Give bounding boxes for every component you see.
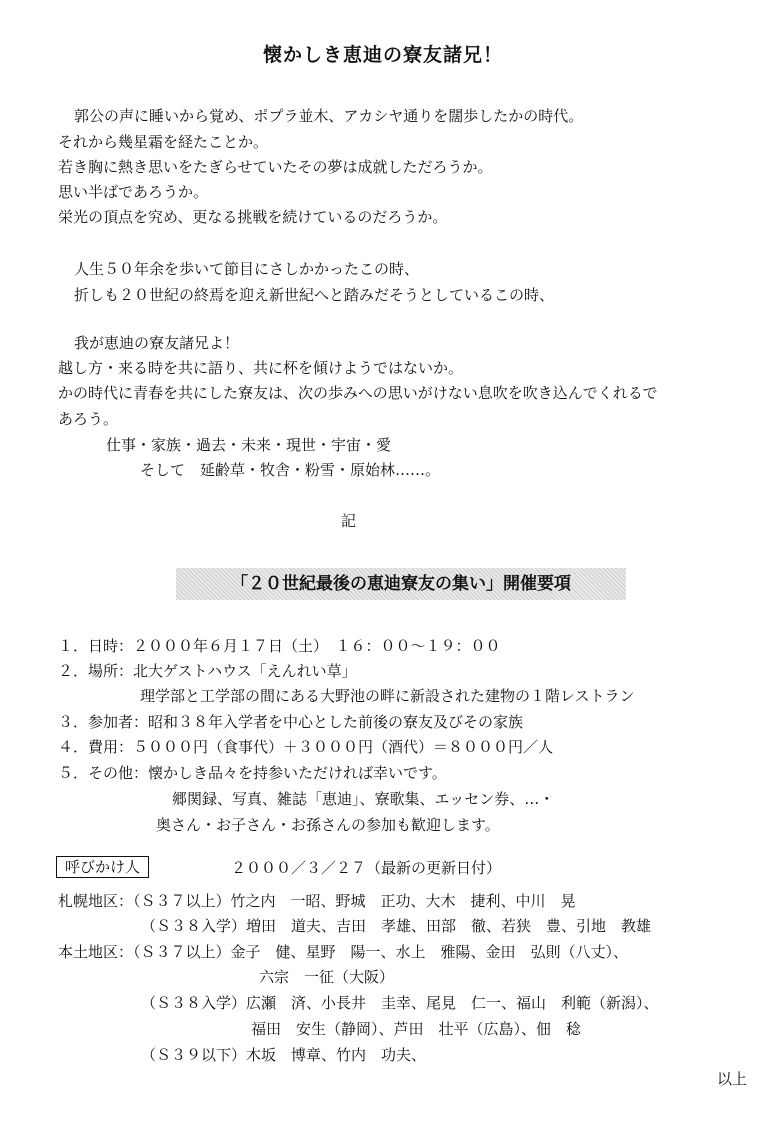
caller-line: 本土地区：（Ｓ３７以上）金子 健、星野 陽一、水上 雅陽、金田 弘則（八丈）、 (58, 943, 629, 961)
caller-line: 六宗 一征（大阪） (259, 968, 395, 986)
callers-label: 呼びかけ人 (56, 856, 149, 878)
caller-line: （Ｓ３８入学）広瀬 済、小長井 圭幸、尾見 仁一、福山 利範（新潟）、 (141, 994, 659, 1012)
intro-line: 若き胸に熱き思いをたぎらせていたその夢は成就しただろうか。 (58, 158, 493, 176)
caller-line: （Ｓ３９以下）木坂 博章、竹内 功夫、 (141, 1046, 427, 1064)
item-date: １．日時：２０００年６月１７日（土） １６：００〜１９：００ (58, 637, 501, 655)
item-participants: ３．参加者：昭和３８年入学者を中心とした前後の寮友及びその家族 (58, 713, 524, 731)
caller-line: （Ｓ３８入学）増田 道夫、吉田 孝雄、田部 徹、若狭 豊、引地 教雄 (141, 917, 652, 935)
page-title: 懐かしき恵迪の寮友諸兄！ (262, 44, 503, 66)
item-place: ２．場所：北大ゲストハウス「えんれい草」 (58, 662, 357, 680)
ki-mark: 記 (341, 512, 357, 530)
item-other-detail: 郷関録、写真、雑誌「恵迪」、寮歌集、エッセン券、…・ (172, 790, 555, 808)
caller-line: 札幌地区：（Ｓ３７以上）竹之内 一昭、野城 正功、大木 捷利、中川 晃 (58, 892, 576, 910)
keywords-line: 仕事・家族・過去・未来・現世・宇宙・愛 (106, 436, 392, 454)
closing-mark: 以上 (717, 1070, 748, 1088)
item-fee: ４．費用：５０００円（食事代）＋３０００円（酒代）＝８０００円／人 (58, 738, 554, 756)
intro-line: 折しも２０世紀の終焉を迎え新世紀へと踏みだそうとしているこの時、 (74, 286, 555, 304)
intro-line: それから幾星霜を経たことか。 (58, 133, 269, 151)
caller-line: 福田 安生（静岡）、芦田 壮平（広島）、佃 稔 (251, 1020, 582, 1038)
item-other: ５．その他：懐かしき品々を持参いただければ幸いです。 (58, 764, 447, 782)
item-place-detail: 理学部と工学部の間にある大野池の畔に新設された建物の１階レストラン (140, 687, 635, 705)
intro-line: 栄光の頂点を究め、更なる挑戦を続けているのだろうか。 (58, 208, 448, 226)
intro-line: 郭公の声に睡いから覚め、ポプラ並木、アカシヤ通りを闊歩したかの時代。 (74, 107, 584, 125)
callers-date: ２０００／３／２７（最新の更新日付） (231, 859, 502, 877)
keywords-line: そして 延齢草・牧舎・粉雪・原始林……。 (140, 461, 441, 479)
event-heading: 「２０世紀最後の恵迪寮友の集い」開催要項 (176, 568, 626, 600)
item-other-detail: 奥さん・お子さん・お孫さんの参加も歓迎します。 (156, 816, 500, 834)
intro-line: 我が恵迪の寮友諸兄よ！ (74, 334, 240, 352)
intro-line: 思い半ばであろうか。 (58, 183, 209, 201)
intro-line: 人生５０年余を歩いて節目にさしかかったこの時、 (74, 260, 420, 278)
intro-line: かの時代に青春を共にした寮友は、次の歩みへの思いがけない息吹を吹き込んでくれるで (58, 384, 658, 402)
intro-line: 越し方・来る時を共に語り、共に杯を傾けようではないか。 (58, 359, 464, 377)
intro-line: あろう。 (58, 410, 119, 428)
